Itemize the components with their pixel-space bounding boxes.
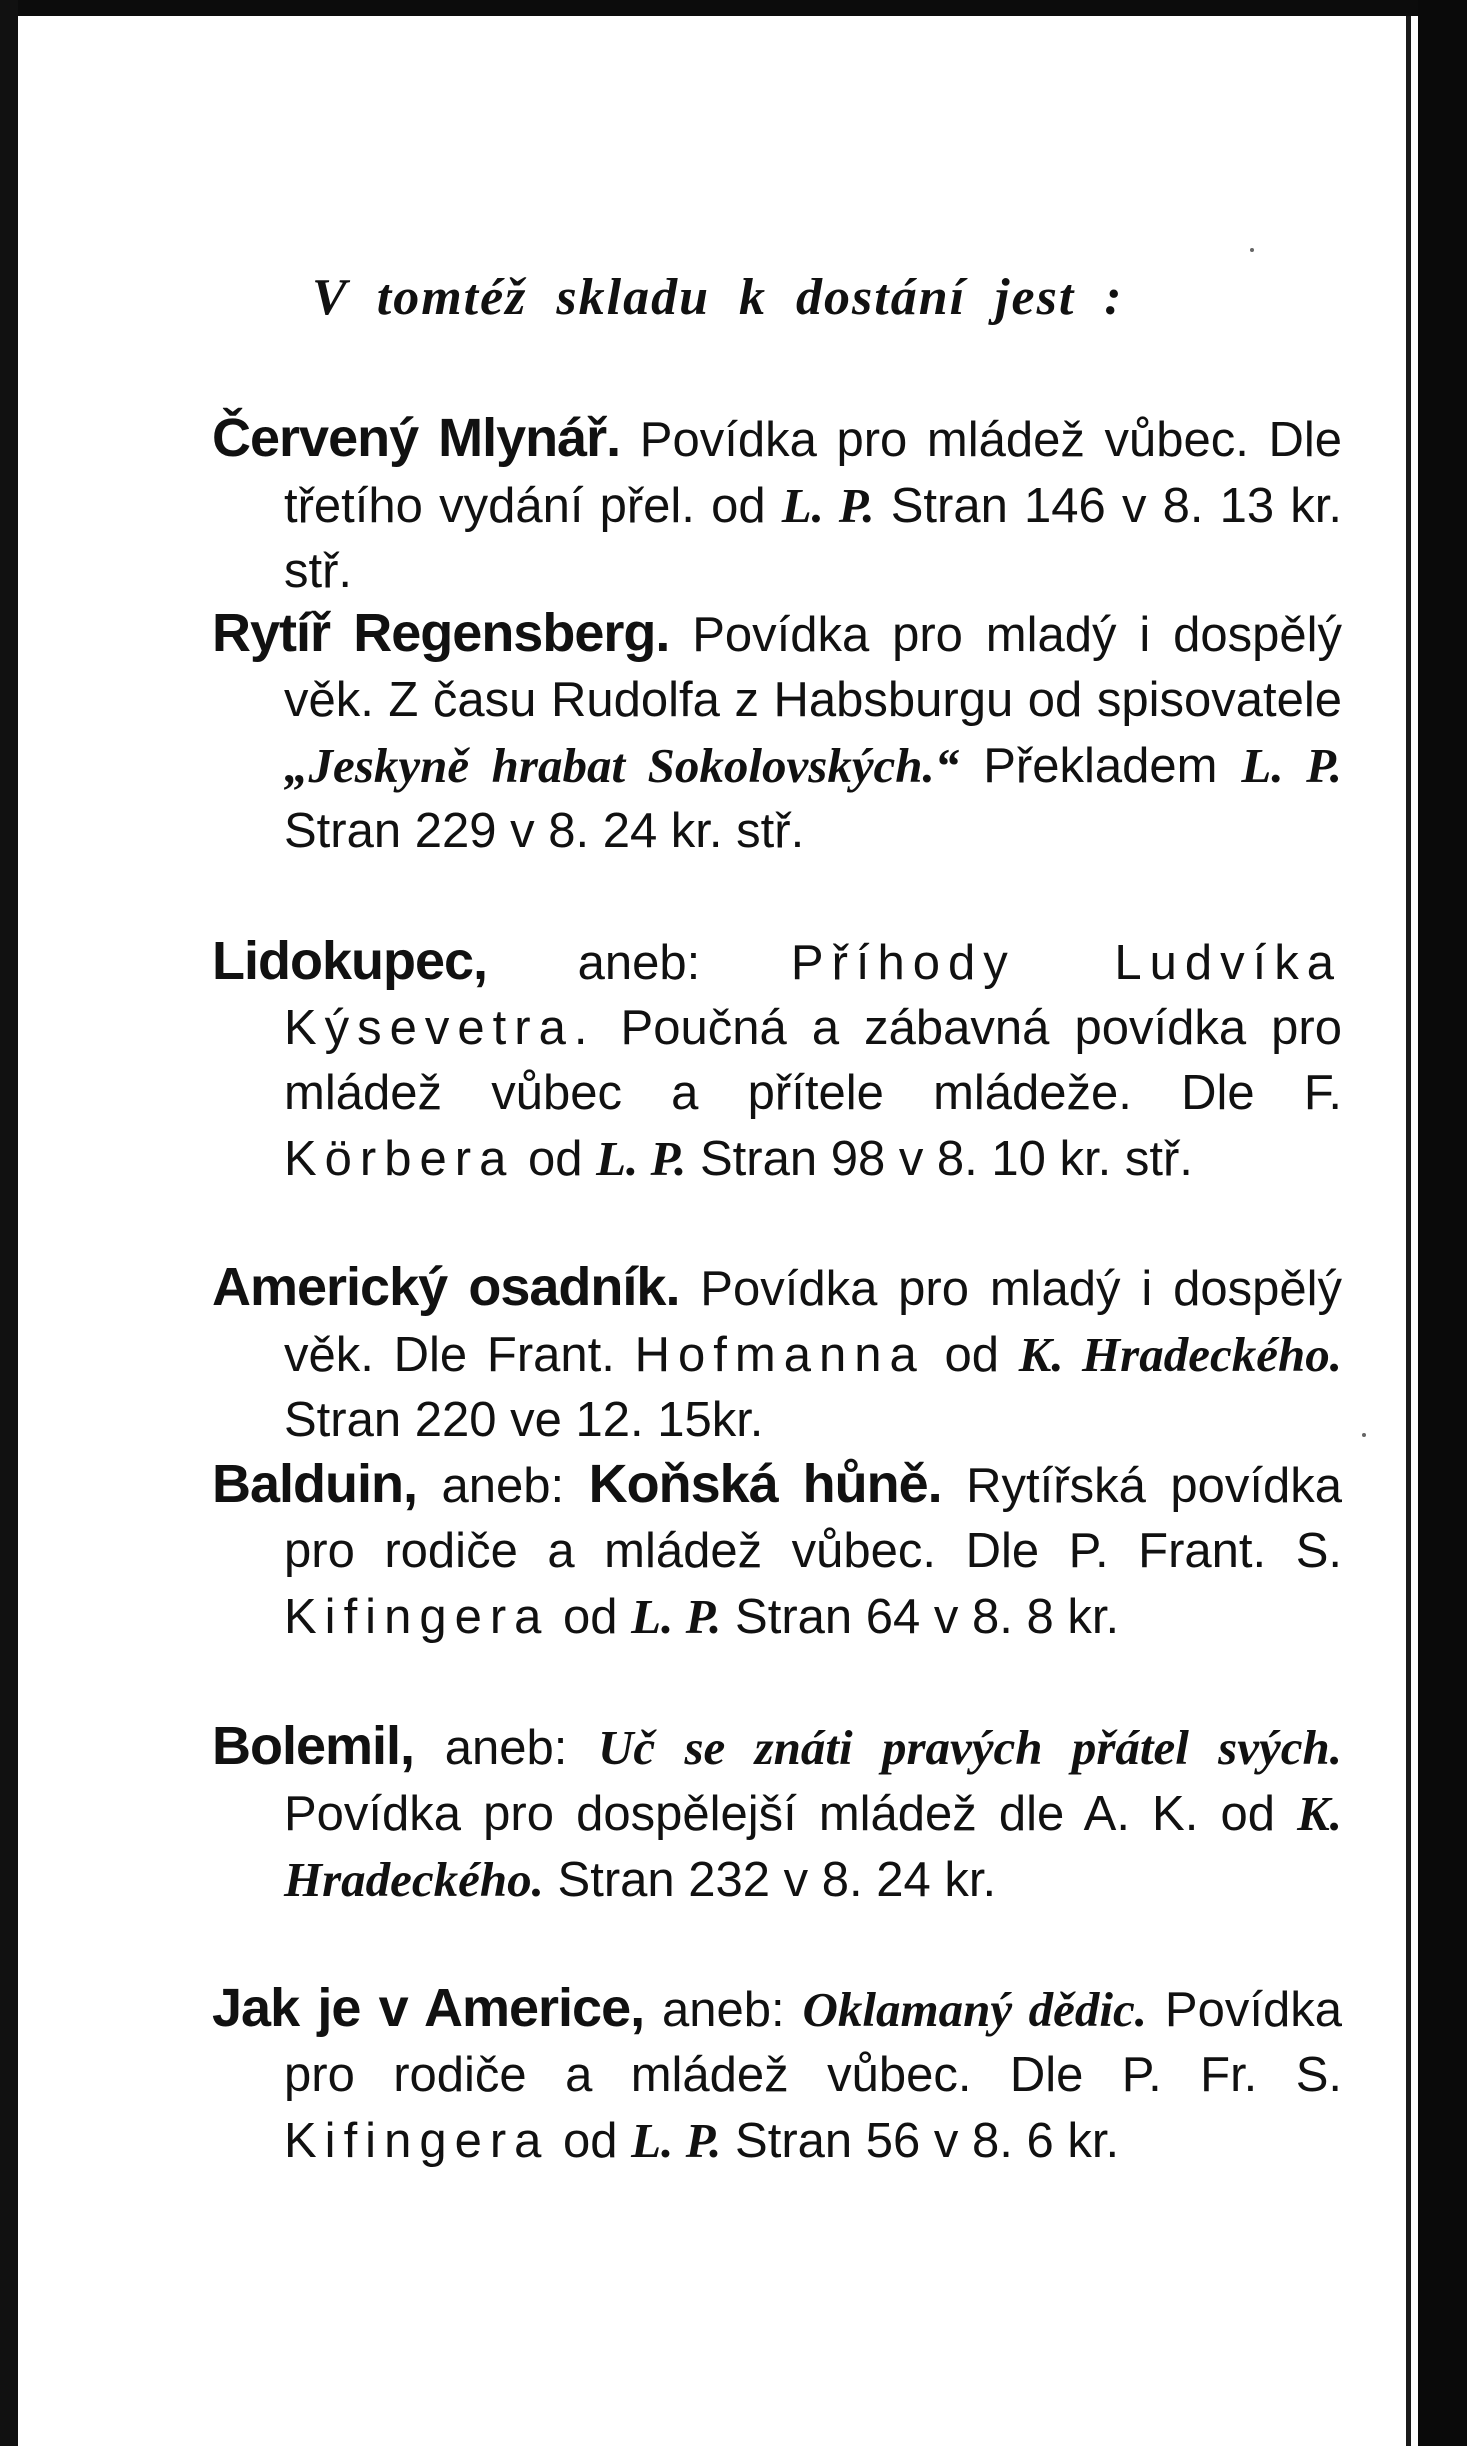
translator: L. P. xyxy=(781,478,875,533)
aneb-word: aneb: xyxy=(487,936,791,990)
entry-text xyxy=(212,1255,1342,1453)
aneb-word: aneb: xyxy=(644,1983,803,2037)
book-title: Červený Mlynář. xyxy=(212,408,621,468)
book-subtitle: Příhody Ludvíka Kýsevetra. xyxy=(284,936,1342,1055)
author-name: Körbera xyxy=(284,1132,515,1186)
page-heading: V tomtéž skladu k dostání jest : xyxy=(312,269,1124,326)
translator: K. Hradeckého. xyxy=(1018,1327,1342,1382)
translator: L. P. xyxy=(1241,738,1343,793)
book-subtitle: Oklamaný dědic. xyxy=(802,1982,1148,2037)
book-details: Stran 229 v 8. 24 kr. stř. xyxy=(284,804,805,858)
book-title: Balduin, xyxy=(212,1454,417,1514)
book-details: Stran 146 v 8. 13 kr. stř. xyxy=(284,479,1343,598)
book-description: Poučná a zábavná povídka pro mládež vůbec a přítele mládeže. Dle F. xyxy=(284,1001,1342,1120)
entry-text xyxy=(212,1452,1342,1650)
book-description: od xyxy=(924,1328,1019,1382)
book-description: od xyxy=(549,1590,632,1644)
author-name: Kifingera xyxy=(284,1590,550,1644)
book-description: Rytířská povídka pro rodiče a mládež vůbec. Dle P. Frant. S. xyxy=(284,1459,1342,1578)
author-name: Kifingera xyxy=(284,2114,550,2168)
entry-text xyxy=(212,406,1342,604)
book-description: Povídka pro mladý i dospělý věk. Dle Frant. xyxy=(284,1262,1342,1382)
aneb-word: aneb: xyxy=(417,1459,589,1513)
scan-speck xyxy=(1362,1433,1366,1437)
translator: L. P. xyxy=(631,2113,722,2168)
book-entry xyxy=(212,929,1342,1192)
scan-edge-right xyxy=(1418,0,1467,2446)
book-entry xyxy=(212,601,1342,864)
book-title: Bolemil, xyxy=(212,1716,415,1776)
book-entry xyxy=(212,1714,1342,1913)
entry-text xyxy=(212,601,1342,864)
book-entry xyxy=(212,1452,1342,1650)
book-details: Stran 232 v 8. 24 kr. xyxy=(543,1853,997,1907)
translator: K. Hradeckého. xyxy=(284,1786,1342,1907)
book-entry xyxy=(212,1255,1342,1453)
entry-text xyxy=(212,1976,1342,2174)
book-description: Povídka pro mládež vůbec. Dle třetího vydání přel. od xyxy=(284,413,1342,533)
scan-edge-left xyxy=(0,0,18,2446)
book-description: Povídka pro rodiče a mládež vůbec. Dle P. Fr. S. xyxy=(284,1983,1342,2102)
translator: L. P. xyxy=(631,1589,722,1644)
entry-text xyxy=(212,1714,1342,1913)
entry-text xyxy=(212,929,1342,1192)
book-description: Povídka pro mladý i dospělý věk. Z času Rudolfa z Habsburgu od spisovatele xyxy=(284,608,1342,727)
book-subtitle: Koňská hůně. xyxy=(588,1454,942,1514)
source-work: „Jeskyně hrabat Sokolovských.“ xyxy=(284,738,960,793)
advertisement-text xyxy=(212,0,1342,2446)
book-details: Stran 98 v 8. 10 kr. stř. xyxy=(686,1132,1193,1186)
book-title: Rytíř Regensberg. xyxy=(212,603,670,663)
book-subtitle: Uč se znáti pravých přátel svých. xyxy=(598,1720,1342,1775)
scan-edge-line xyxy=(1406,16,1411,2446)
book-title: Jak je v Americe, xyxy=(212,1978,645,2038)
book-entry xyxy=(212,1976,1342,2174)
aneb-word: aneb: xyxy=(414,1721,599,1775)
author-name: Hofmanna xyxy=(634,1328,925,1382)
book-details: Stran 56 v 8. 6 kr. xyxy=(721,2114,1120,2168)
book-description: od xyxy=(514,1132,597,1186)
book-description: Povídka pro dospělejší mládež dle A. K. od xyxy=(284,1787,1298,1841)
book-details: Stran 220 ve 12. 15kr. xyxy=(284,1393,764,1447)
book-title: Lidokupec, xyxy=(212,931,488,991)
book-description: Překladem xyxy=(959,739,1242,793)
book-details: Stran 64 v 8. 8 kr. xyxy=(721,1590,1120,1644)
translator: L. P. xyxy=(596,1131,687,1186)
book-description: od xyxy=(549,2114,632,2168)
book-entry xyxy=(212,406,1342,604)
book-title: Americký osadník. xyxy=(212,1257,680,1317)
